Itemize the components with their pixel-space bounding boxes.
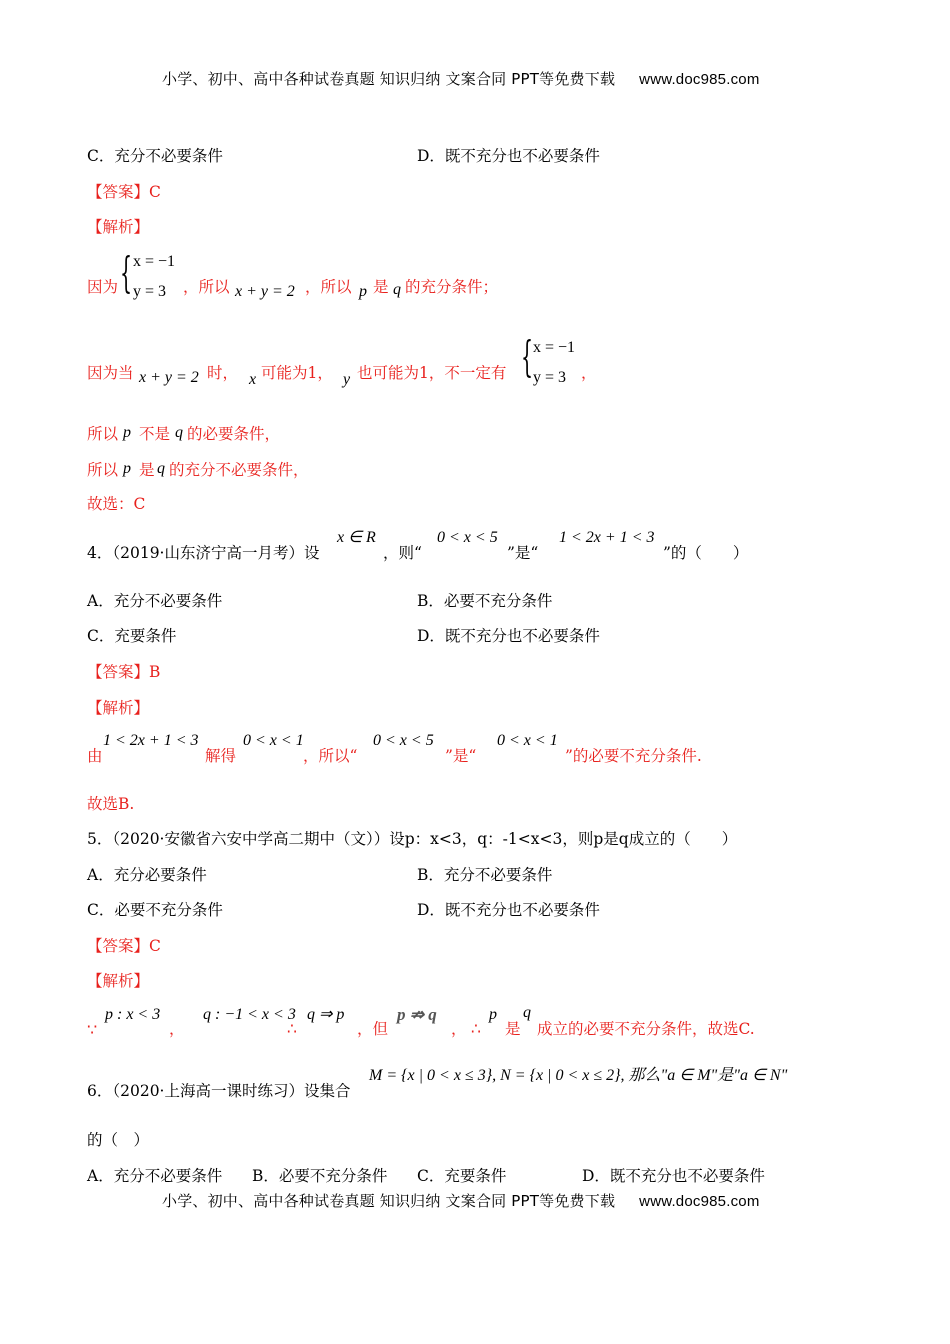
q3-l1-text-b: ，所以 [183,278,230,296]
q3-analysis-line3 [87,423,387,445]
q4-l1-text-e: ”的必要不充分条件. [565,747,702,765]
q6-stem-a: 6．（2020·上海高一课时练习）设集合 [87,1082,351,1100]
q5-m1: p : x < 3 [105,1006,161,1023]
q4-l1-m1: 1 < 2x + 1 < 3 [103,732,199,749]
q3-l1-sys-x: x = −1 [133,253,176,270]
q5-option-c: C．必要不充分条件 [87,901,223,919]
q6-option-a: A．充分不必要条件 [87,1167,223,1185]
q4-answer: 【答案】B [87,663,161,681]
q5-m4: p ⇏ q [397,1005,437,1024]
q5-therefore2: ∴ [471,1020,481,1038]
q4-l1-m3: 0 < x < 5 [373,732,434,749]
q4-l1-text-d: ”是“ [445,747,477,765]
q3-l4-text-b: 是 [139,461,155,479]
q5-but: ，但 [357,1020,389,1038]
q4-option-d: D．既不充分也不必要条件 [417,627,600,645]
q5-tail: 成立的必要不充分条件，故选C. [537,1020,755,1038]
q4-l1-m2: 0 < x < 1 [243,732,304,749]
q5-is: 是 [505,1020,521,1038]
q4-analysis-line1 [87,728,787,772]
q4-stem-d: ”的（ ） [663,544,749,562]
q3-l2-text-b: 时， [207,364,239,382]
q3-l2-brace: { [521,332,534,381]
q3-final: 故选：C [87,495,146,513]
q5-option-b: B．充分不必要条件 [417,866,553,884]
q4-l1-text-a: 由 [87,747,103,765]
q5-analysis-label: 【解析】 [87,972,150,990]
q6-stem-end: 的（ ） [87,1131,150,1149]
q3-l1-math: x + y = 2 [235,283,295,300]
q3-l4-text-c: 的充分不必要条件， [169,461,309,479]
q5-m5p: p [489,1006,497,1023]
q3-option-c: C．充分不必要条件 [87,147,223,165]
q4-l1-text-b: 解得 [205,747,237,765]
q6-stem-math: M = {x | 0 < x ≤ 3}, N = {x | 0 < x ≤ 2}, 那么"a ∈ M"是"a ∈ N" [369,1067,788,1084]
q4-stem-m2: 0 < x < 5 [437,529,498,546]
q3-l2-y: y [343,371,351,388]
q3-l2-text-c: 可能为1， [261,364,333,382]
header-text: 小学、初中、高中各种试卷真题 知识归纳 文案合同 PPT等免费下载 [162,70,616,88]
q5-stem: 5．（2020·安徽省六安中学高二期中（文））设p：x<3，q：-1<x<3，则p是q成立的（ ） [87,830,738,848]
q4-analysis-label: 【解析】 [87,699,150,717]
q3-analysis-line1 [87,250,687,310]
q3-option-d: D．既不充分也不必要条件 [417,147,600,165]
header-site: www.doc985.com [639,71,760,88]
q3-analysis-label: 【解析】 [87,218,150,236]
q4-option-c: C．充要条件 [87,627,177,645]
q5-m5q: q [523,1004,531,1021]
q4-stem [87,524,787,564]
q3-l1-sys-y: y = 3 [133,283,167,300]
q3-l3-p: p [123,424,131,441]
q5-comma1: ， [169,1020,185,1038]
q6-stem [87,1064,867,1104]
q3-l1-brace: { [120,248,133,297]
q3-l4-text-a: 所以 [87,461,119,479]
q5-m3: q ⇒ p [307,1006,345,1023]
q5-therefore1: ∴ [287,1020,297,1038]
q4-stem-a: 4．（2019·山东济宁高一月考）设 [87,544,320,562]
page-footer [162,1192,760,1211]
q3-l2-x: x [249,371,257,388]
q4-l1-text-c: ，所以“ [303,747,358,765]
q4-final: 故选B. [87,795,135,813]
q3-l1-q: q [393,281,401,298]
q3-l3-text-a: 所以 [87,425,119,443]
q3-l3-text-b: 不是 [139,425,171,443]
q3-l1-p: p [359,283,367,300]
q5-option-d: D．既不充分也不必要条件 [417,901,600,919]
q4-stem-m1: x ∈ R [337,529,376,546]
q4-stem-m3: 1 < 2x + 1 < 3 [559,529,655,546]
q3-l2-sys-y: y = 3 [533,369,567,386]
footer-site: www.doc985.com [639,1193,760,1210]
q3-l1-text-e: 的充分条件； [405,278,499,296]
q3-l4-p: p [123,460,131,477]
q5-answer: 【答案】C [87,937,161,955]
q3-l3-text-c: 的必要条件， [187,425,281,443]
q3-l1-text-a: 因为 [87,278,119,296]
q4-l1-m4: 0 < x < 1 [497,732,558,749]
q4-stem-b: ，则“ [383,544,422,562]
q3-l2-sys-x: x = −1 [533,339,576,356]
footer-text: 小学、初中、高中各种试卷真题 知识归纳 文案合同 PPT等免费下载 [162,1192,616,1210]
q3-l1-text-d: 是 [373,278,389,296]
q3-l2-math: x + y = 2 [139,369,199,386]
q3-l1-text-c: ，所以 [305,278,352,296]
q3-l2-text-e: ， [581,364,597,382]
q5-option-a: A．充分必要条件 [87,866,207,884]
q3-l2-text-a: 因为当 [87,364,134,382]
q3-analysis-line2 [87,332,707,396]
q3-answer: 【答案】C [87,183,161,201]
q6-option-d: D．既不充分也不必要条件 [582,1167,765,1185]
q4-stem-c: ”是“ [507,544,539,562]
q3-l4-q: q [157,460,165,477]
q4-option-b: B．必要不充分条件 [417,592,553,610]
q4-option-a: A．充分不必要条件 [87,592,223,610]
q5-analysis-line1 [87,1000,807,1044]
q6-option-c: C．充要条件 [417,1167,507,1185]
q5-comma2: ， [451,1020,467,1038]
q6-option-b: B．必要不充分条件 [252,1167,388,1185]
q3-l3-q: q [175,424,183,441]
q3-analysis-line4 [87,459,387,481]
q5-m2: q : −1 < x < 3 [203,1006,296,1023]
q3-l2-text-d: 也可能为1，不一定有 [357,364,507,382]
q5-because: ∵ [87,1020,98,1039]
page-header [162,70,760,89]
